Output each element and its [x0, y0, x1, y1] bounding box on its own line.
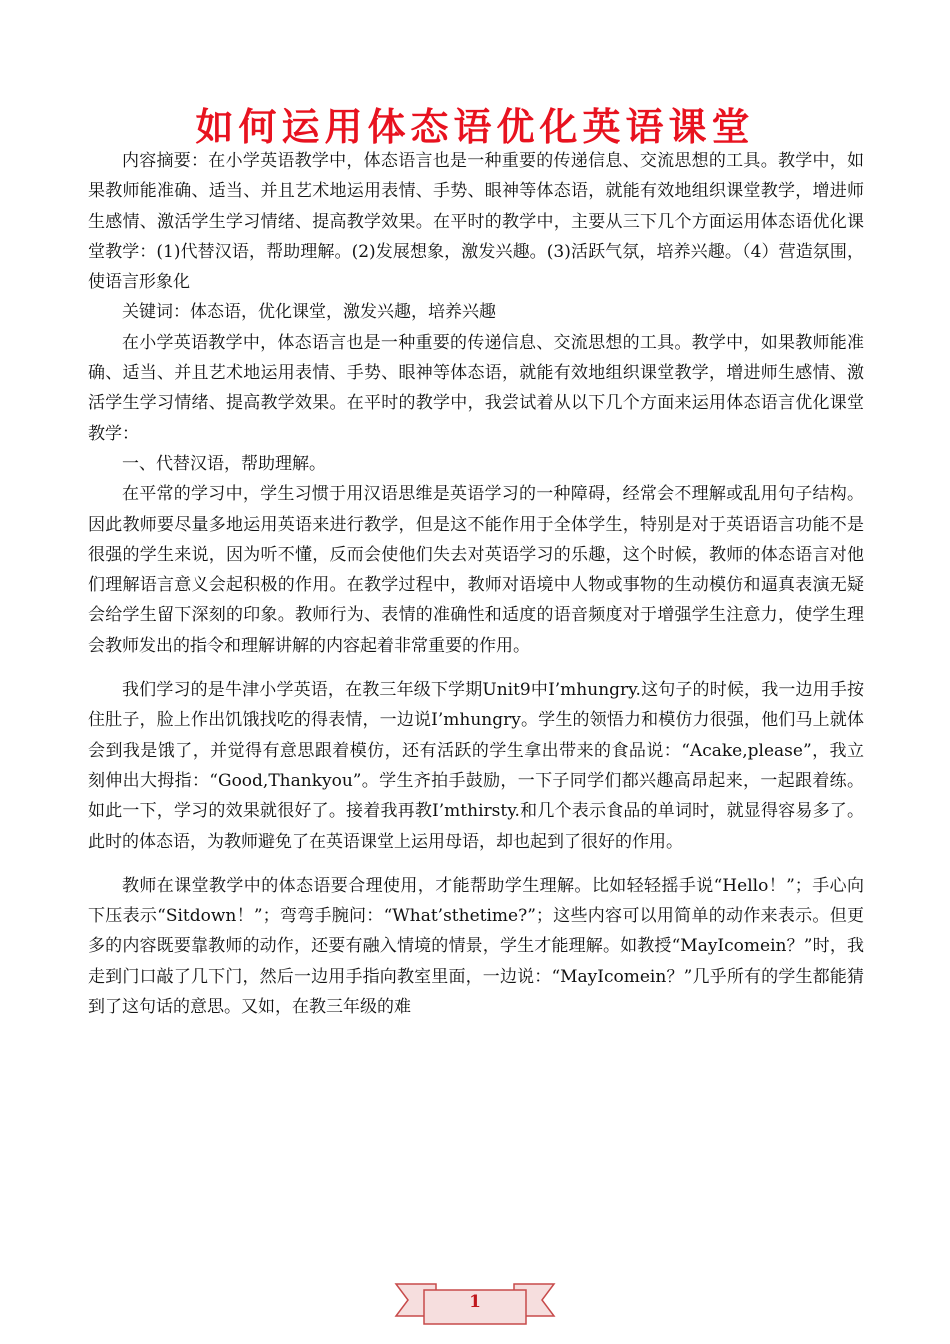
keywords-paragraph: 关键词：体态语，优化课堂，激发兴趣，培养兴趣: [122, 302, 496, 323]
page-footer: [0, 1270, 950, 1344]
abstract-paragraph: 内容摘要：在小学英语教学中，体态语言也是一种重要的传递信息、交流思想的工具。教学中，如果教师能准确、适当、并且艺术地运用表情、手势、眼神等体态语，就能有效地组织课堂教学，增进师生感情、激活学生学习情绪、提高教学效果。在平时的教学中，主要从三下几个方面运用体态语优化课堂教学：(1)代替汉语，帮助理解。(2)发展想象，激发兴趣。(3)活跃气氛，培养兴趣。（4）营造氛围，使语言形象化: [88, 151, 864, 293]
document-title: 如何运用体态语优化英语课堂: [195, 104, 755, 149]
body-paragraph: 在平常的学习中，学生习惯于用汉语思维是英语学习的一种障碍，经常会不理解或乱用句子结构。因此教师要尽量多地运用英语来进行教学，但是这不能作用于全体学生，特别是对于英语语言功能不是很强的学生来说，因为听不懂，反而会使他们失去对英语学习的乐趣，这个时候，教师的体态语言对他们理解语言意义会起积极的作用。在教学过程中，教师对语境中人物或事物的生动模仿和逼真表演无疑会给学生留下深刻的印象。教师行为、表情的准确性和适度的语音频度对于增强学生注意力，使学生理会教师发出的指令和理解讲解的内容起着非常重要的作用。: [88, 484, 864, 656]
document-body: [88, 146, 864, 1022]
section-heading: 一、代替汉语，帮助理解。: [122, 453, 326, 474]
intro-paragraph: 在小学英语教学中，体态语言也是一种重要的传递信息、交流思想的工具。教学中，如果教师能准确、适当、并且艺术地运用表情、手势、眼神等体态语，就能有效地组织课堂教学，增进师生感情、激活学生学习情绪、提高教学效果。在平时的教学中，我尝试着从以下几个方面来运用体态语言优化课堂教学：: [88, 332, 864, 444]
body-paragraph: 我们学习的是牛津小学英语，在教三年级下学期Unit9中I’mhungry.这句子的时候，我一边用手按住肚子，脸上作出饥饿找吃的得表情，一边说I’mhungry。学生的领悟力和模仿力很强，他们马上就体会到我是饿了，并觉得有意思跟着模仿，还有活跃的学生拿出带来的食品说：“Acake,please”，我立刻伸出大拇指：“Good,Thankyou”。学生齐拍手鼓励，一下子同学们都兴趣高昂起来，一起跟着练。如此一下，学习的效果就很好了。接着我再教I’mthirsty.和几个表示食品的单词时，就显得容易多了。此时的体态语，为教师避免了在英语课堂上运用母语，却也起到了很好的作用。: [88, 680, 864, 852]
body-paragraph: 教师在课堂教学中的体态语要合理使用，才能帮助学生理解。比如轻轻摇手说“Hello！”；手心向下压表示“Sitdown！”；弯弯手腕问：“What’sthetime?”；这些内容可以用简单的动作来表示。但更多的内容既要靠教师的动作，还要有融入情境的情景，学生才能理解。如教授“MayIcomein？”时，我走到门口敲了几下门，然后一边用手指向教室里面，一边说：“MayIcomein？”几乎所有的学生都能猜到了这句话的意思。又如，在教三年级的难: [88, 875, 864, 1018]
page-number: 1: [469, 1292, 481, 1312]
